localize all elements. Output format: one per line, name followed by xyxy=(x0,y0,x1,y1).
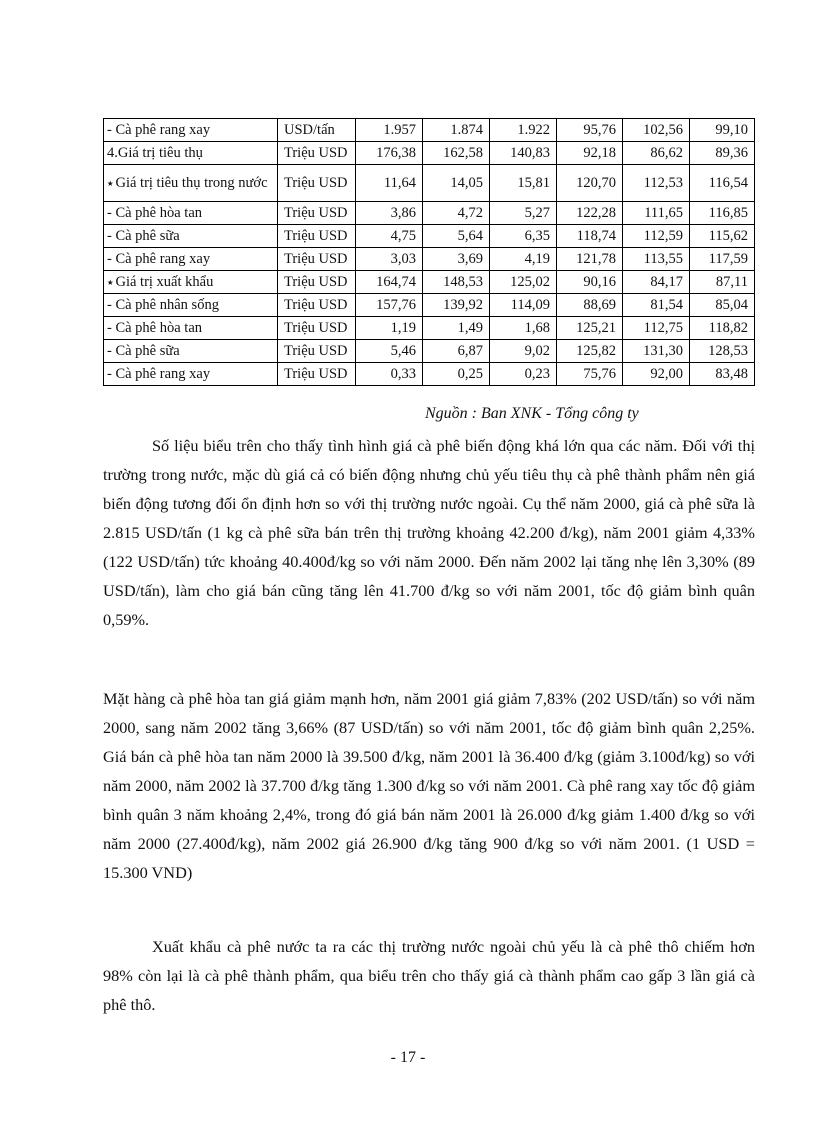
table-cell: 75,76 xyxy=(557,363,623,386)
table-cell: 139,92 xyxy=(423,294,490,317)
table-cell: 5,27 xyxy=(490,202,557,225)
table-row xyxy=(104,202,755,225)
table-cell: 112,59 xyxy=(623,225,690,248)
row-label: - Cà phê hòa tan xyxy=(104,317,278,340)
table-cell: 95,76 xyxy=(557,119,623,142)
row-unit: Triệu USD xyxy=(278,165,356,202)
table-cell: 140,83 xyxy=(490,142,557,165)
row-label: - Cà phê sữa xyxy=(104,340,278,363)
table-cell: 112,75 xyxy=(623,317,690,340)
row-unit: Triệu USD xyxy=(278,271,356,294)
body-paragraph: Xuất khẩu cà phê nước ta ra các thị trường nước ngoài chủ yếu là cà phê thô chiếm hơn 98% còn lại là cà phê thành phẩm, qua biểu trên cho thấy giá cà thành phẩm cao gấp 3 lần giá cà phê thô. xyxy=(103,937,755,1014)
table-cell: 117,59 xyxy=(690,248,755,271)
arrow-bullet-icon: ⭑ xyxy=(107,175,114,190)
table-cell: 157,76 xyxy=(356,294,423,317)
table-cell: 1,19 xyxy=(356,317,423,340)
table-source-note: Nguồn : Ban XNK - Tổng công ty xyxy=(425,405,639,422)
table-cell: 14,05 xyxy=(423,165,490,202)
row-label: - Cà phê nhân sống xyxy=(104,294,278,317)
table-cell: 1.922 xyxy=(490,119,557,142)
arrow-bullet-icon: ⭑ xyxy=(107,275,114,289)
table-cell: 92,00 xyxy=(623,363,690,386)
table-cell: 102,56 xyxy=(623,119,690,142)
table-cell: 125,21 xyxy=(557,317,623,340)
table-cell: 87,11 xyxy=(690,271,755,294)
row-unit: Triệu USD xyxy=(278,340,356,363)
table-row xyxy=(104,363,755,386)
row-label xyxy=(104,165,278,202)
table-row xyxy=(104,142,755,165)
table-cell: 3,86 xyxy=(356,202,423,225)
table-cell: 121,78 xyxy=(557,248,623,271)
table-cell: 3,03 xyxy=(356,248,423,271)
table-cell: 162,58 xyxy=(423,142,490,165)
table-cell: 0,23 xyxy=(490,363,557,386)
table-cell: 131,30 xyxy=(623,340,690,363)
table-cell: 0,25 xyxy=(423,363,490,386)
table-cell: 6,35 xyxy=(490,225,557,248)
row-unit: Triệu USD xyxy=(278,225,356,248)
body-paragraph: Mặt hàng cà phê hòa tan giá giảm mạnh hơn, năm 2001 giá giảm 7,83% (202 USD/tấn) so với năm 2000, sang năm 2002 tăng 3,66% (87 USD/tấn) so với năm 2001, tốc độ giảm bình quân 2,25%. Giá bán cà phê hòa tan năm 2000 là 39.500 đ/kg, năm 2001 là 36.400 đ/kg (giảm 3.100đ/kg) so với năm 2000, năm 2002 là 37.700 đ/kg tăng 1.300 đ/kg so với năm 2001. Cà phê rang xay tốc độ giảm bình quân 3 năm khoảng 2,4%, trong đó giá bán năm 2001 là 26.000 đ/kg giảm 1.400 đ/kg so với năm 2000 (27.400đ/kg), năm 2002 giá 26.900 đ/kg tăng 900 đ/kg so với năm 2001. (1 USD = 15.300 VND) xyxy=(103,689,755,882)
table-cell: 89,36 xyxy=(690,142,755,165)
table-cell: 3,69 xyxy=(423,248,490,271)
table-row xyxy=(104,340,755,363)
table-cell: 88,69 xyxy=(557,294,623,317)
table-row xyxy=(104,317,755,340)
row-label: - Cà phê rang xay xyxy=(104,248,278,271)
table-cell: 128,53 xyxy=(690,340,755,363)
row-label: - Cà phê rang xay xyxy=(104,363,278,386)
table-cell: 122,28 xyxy=(557,202,623,225)
row-unit: Triệu USD xyxy=(278,248,356,271)
row-unit: Triệu USD xyxy=(278,317,356,340)
table-cell: 125,82 xyxy=(557,340,623,363)
table-cell: 86,62 xyxy=(623,142,690,165)
table-cell: 164,74 xyxy=(356,271,423,294)
table-cell: 5,64 xyxy=(423,225,490,248)
row-unit: Triệu USD xyxy=(278,363,356,386)
row-label: - Cà phê hòa tan xyxy=(104,202,278,225)
table-cell: 1.957 xyxy=(356,119,423,142)
table-cell: 0,33 xyxy=(356,363,423,386)
table-cell: 4,75 xyxy=(356,225,423,248)
row-unit: Triệu USD xyxy=(278,202,356,225)
table-cell: 5,46 xyxy=(356,340,423,363)
table-cell: 114,09 xyxy=(490,294,557,317)
row-unit: Triệu USD xyxy=(278,142,356,165)
row-label-text: Giá trị xuất khẩu xyxy=(115,274,214,290)
table-cell: 1.874 xyxy=(423,119,490,142)
row-label: - Cà phê rang xay xyxy=(104,119,278,142)
table-cell: 85,04 xyxy=(690,294,755,317)
table-cell: 112,53 xyxy=(623,165,690,202)
table-cell: 4,19 xyxy=(490,248,557,271)
page-number: - 17 - xyxy=(390,1049,426,1066)
table-row xyxy=(104,294,755,317)
table-row xyxy=(104,225,755,248)
table-cell: 1,68 xyxy=(490,317,557,340)
table-cell: 118,74 xyxy=(557,225,623,248)
row-unit: Triệu USD xyxy=(278,294,356,317)
table-cell: 148,53 xyxy=(423,271,490,294)
table-cell: 90,16 xyxy=(557,271,623,294)
table-cell: 83,48 xyxy=(690,363,755,386)
table-cell: 113,55 xyxy=(623,248,690,271)
price-table xyxy=(103,118,755,386)
table-row xyxy=(104,248,755,271)
table-cell: 84,17 xyxy=(623,271,690,294)
row-label xyxy=(104,271,278,294)
table-cell: 115,62 xyxy=(690,225,755,248)
body-paragraph: Số liệu biểu trên cho thấy tình hình giá cà phê biến động khá lớn qua các năm. Đối với thị trường trong nước, mặc dù giá cả có biến động nhưng chủ yếu tiêu thụ cà phê thành phẩm nên giá biến động tương đối ổn định hơn so với thị trường nước ngoài. Cụ thể năm 2000, giá cà phê sữa là 2.815 USD/tấn (1 kg cà phê sữa bán trên thị trường khoảng 42.200 đ/kg), năm 2001 giảm 4,33% (122 USD/tấn) tức khoảng 40.400đ/kg so với năm 2000. Đến năm 2002 lại tăng nhẹ lên 3,30% (89 USD/tấn), làm cho giá bán cũng tăng lên 41.700 đ/kg so với năm 2001, tốc độ giảm bình quân 0,59%. xyxy=(103,436,755,629)
table-cell: 15,81 xyxy=(490,165,557,202)
table-cell: 99,10 xyxy=(690,119,755,142)
table-row xyxy=(104,271,755,294)
table-cell: 118,82 xyxy=(690,317,755,340)
table-cell: 9,02 xyxy=(490,340,557,363)
table-cell: 81,54 xyxy=(623,294,690,317)
table-cell: 4,72 xyxy=(423,202,490,225)
table-cell: 1,49 xyxy=(423,317,490,340)
table-cell: 176,38 xyxy=(356,142,423,165)
row-unit: USD/tấn xyxy=(278,119,356,142)
table-cell: 92,18 xyxy=(557,142,623,165)
table-cell: 120,70 xyxy=(557,165,623,202)
table-cell: 111,65 xyxy=(623,202,690,225)
table-row xyxy=(104,119,755,142)
row-label: - Cà phê sữa xyxy=(104,225,278,248)
table-cell: 11,64 xyxy=(356,165,423,202)
table-cell: 116,54 xyxy=(690,165,755,202)
table-cell: 6,87 xyxy=(423,340,490,363)
row-label-text: Giá trị tiêu thụ trong nước xyxy=(115,174,268,191)
table-row xyxy=(104,165,755,202)
table-cell: 116,85 xyxy=(690,202,755,225)
table-cell: 125,02 xyxy=(490,271,557,294)
row-label: 4.Giá trị tiêu thụ xyxy=(104,142,278,165)
